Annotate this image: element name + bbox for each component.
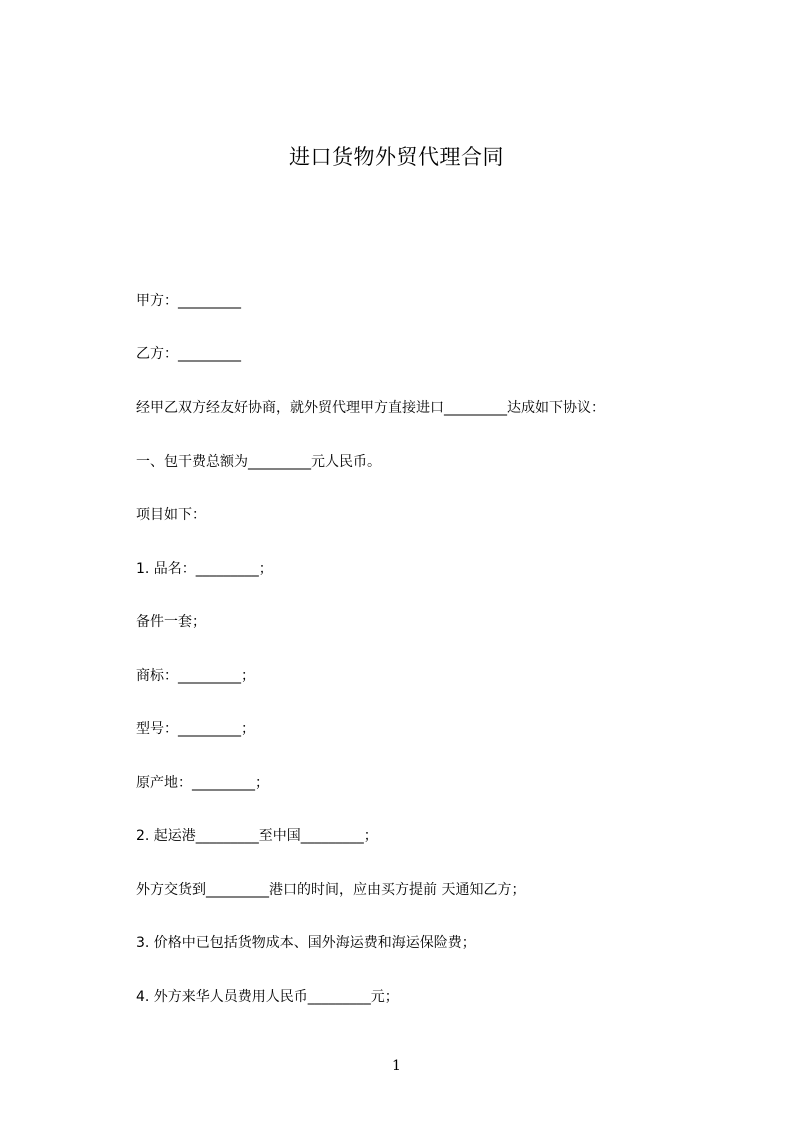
item-spare-parts: 备件一套；	[136, 614, 206, 630]
delivery-time-line: 外方交货到_________港口的时间，应由买方提前 天通知乙方；	[136, 882, 526, 898]
items-heading: 项目如下：	[136, 507, 206, 523]
page-number: 1	[392, 1058, 401, 1074]
party-a-line: 甲方：_________	[136, 293, 241, 309]
item-origin: 原产地：_________；	[136, 775, 269, 791]
party-b-line: 乙方：_________	[136, 346, 241, 362]
item-trademark: 商标：_________；	[136, 668, 255, 684]
agreement-intro: 经甲乙双方经友好协商，就外贸代理甲方直接进口_________达成如下协议：	[136, 400, 605, 416]
item-model: 型号：_________；	[136, 721, 255, 737]
document-title: 进口货物外贸代理合同	[289, 145, 504, 169]
item-product-name: 1. 品名：_________；	[136, 561, 273, 577]
clause-2-shipping-port: 2. 起运港_________至中国_________；	[136, 828, 378, 844]
clause-1-total-fee: 一、包干费总额为_________元人民币。	[136, 454, 381, 470]
clause-4-personnel-cost: 4. 外方来华人员费用人民币_________元；	[136, 989, 399, 1005]
clause-3-price-includes: 3. 价格中已包括货物成本、国外海运费和海运保险费；	[136, 935, 476, 951]
